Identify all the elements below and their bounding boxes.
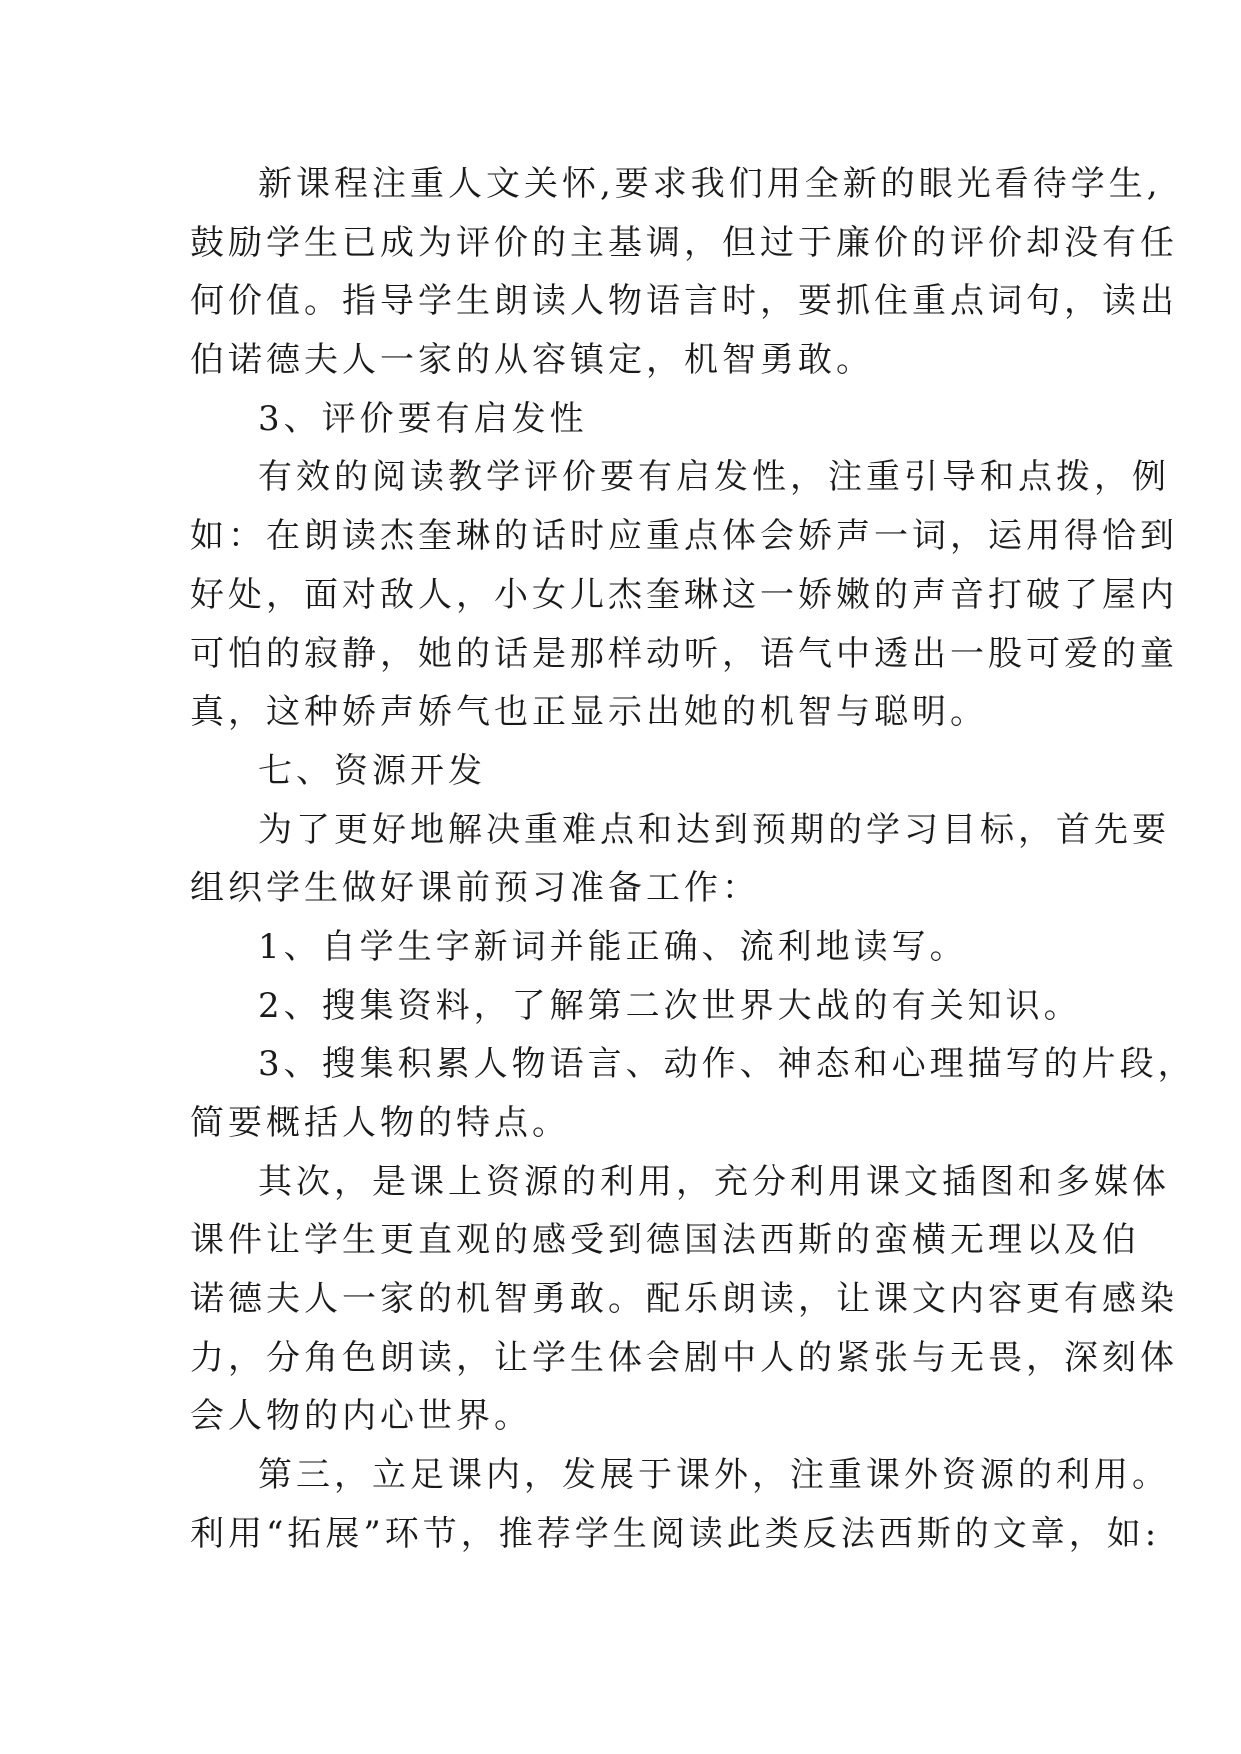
text-line: 鼓励学生已成为评价的主基调，但过于廉价的评价却没有任 [190, 222, 1178, 263]
list-item: 1、自学生字新词并能正确、流利地读写。 [258, 926, 968, 967]
text-line: 如：在朗读杰奎琳的话时应重点体会娇声一词，运用得恰到 [190, 516, 1178, 557]
text-line: 何价值。指导学生朗读人物语言时，要抓住重点词句，读出 [190, 281, 1178, 322]
section-heading: 七、资源开发 [258, 750, 486, 791]
text-line: 伯诺德夫人一家的从容镇定，机智勇敢。 [190, 340, 874, 381]
text-line: 诺德夫人一家的机智勇敢。配乐朗读，让课文内容更有感染 [190, 1279, 1178, 1320]
text-line: 其次，是课上资源的利用，充分利用课文插图和多媒体 [258, 1161, 1170, 1202]
text-line: 新课程注重人文关怀,要求我们用全新的眼光看待学生, [258, 164, 1162, 204]
text-line: 第三，立足课内，发展于课外，注重课外资源的利用。 [258, 1455, 1170, 1496]
text-line: 可怕的寂静，她的话是那样动听，语气中透出一股可爱的童 [190, 633, 1178, 674]
section-heading: 3、评价要有启发性 [258, 398, 588, 439]
text-line: 为了更好地解决重难点和达到预期的学习目标，首先要 [258, 809, 1170, 850]
text-line: 真，这种娇声娇气也正显示出她的机智与聪明。 [190, 692, 988, 733]
text-line: 课件让学生更直观的感受到德国法西斯的蛮横无理以及伯 [190, 1220, 1140, 1261]
document-body [190, 155, 1196, 1564]
text-line: 力，分角色朗读，让学生体会剧中人的紧张与无畏，深刻体 [190, 1337, 1178, 1378]
text-line: 好处，面对敌人，小女儿杰奎琳这一娇嫩的声音打破了屋内 [190, 574, 1178, 615]
text-line: 组织学生做好课前预习准备工作： [190, 868, 760, 909]
list-item: 3、搜集积累人物语言、动作、神态和心理描写的片段， [258, 1044, 1196, 1085]
text-line: 简要概括人物的特点。 [190, 1103, 570, 1143]
text-line: 有效的阅读教学评价要有启发性，注重引导和点拨，例 [258, 457, 1170, 498]
text-line: 会人物的内心世界。 [190, 1396, 532, 1437]
text-line: 利用“拓展”环节，推荐学生阅读此类反法西斯的文章，如: [190, 1513, 1161, 1554]
list-item: 2、搜集资料，了解第二次世界大战的有关知识。 [258, 985, 1082, 1026]
